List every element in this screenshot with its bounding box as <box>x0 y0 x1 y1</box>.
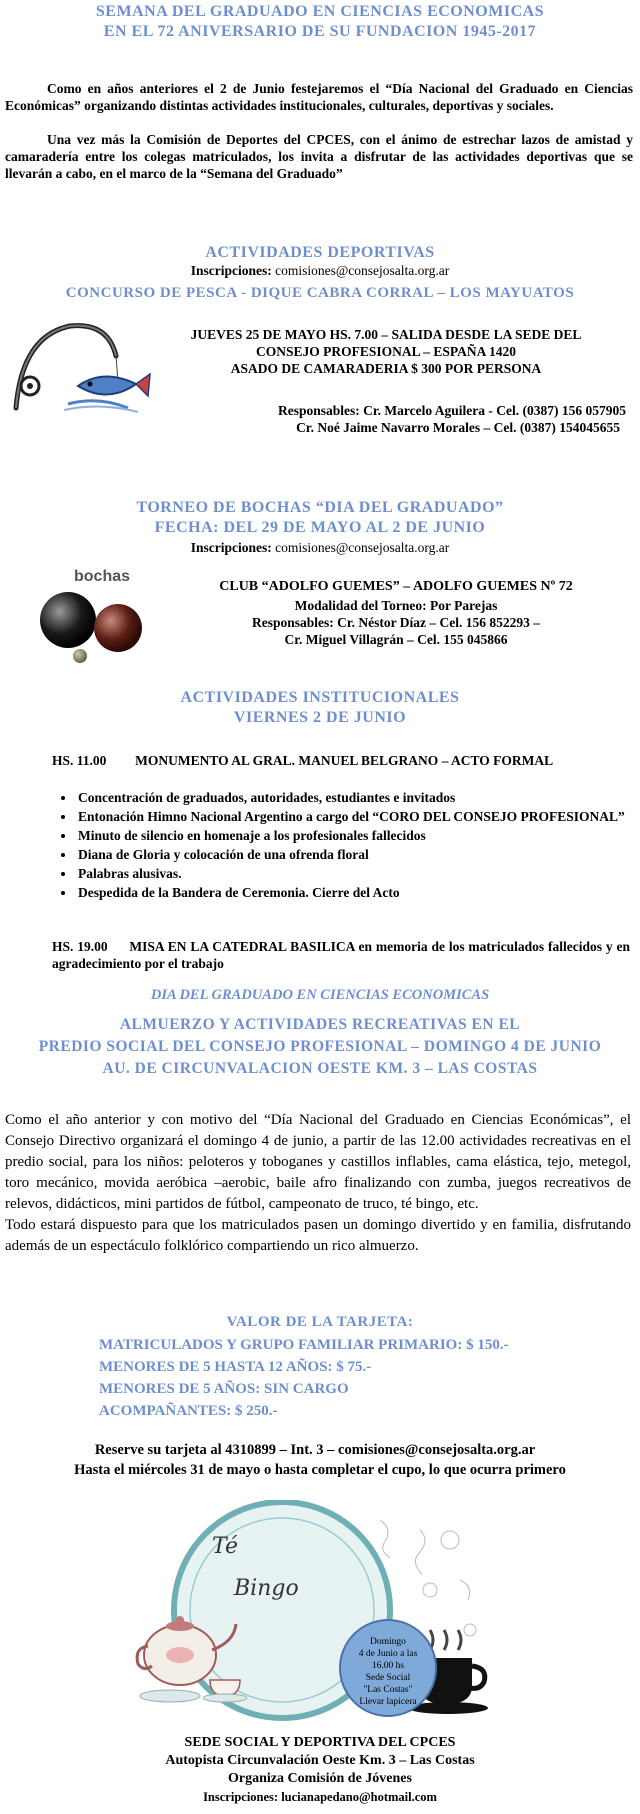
dia-event-header <box>0 1014 640 1080</box>
pesca-details <box>148 326 624 377</box>
te-bingo-info-line: 16.00 hs <box>371 1661 405 1671</box>
footer-line-4: Inscripciones: lucianapedano@hotmail.com <box>203 1790 437 1804</box>
dia-italic-title: DIA DEL GRADUADO EN CIENCIAS ECONOMICAS <box>150 987 490 1003</box>
te-word: Té <box>212 1534 238 1559</box>
pesca-responsables <box>148 402 626 436</box>
fishing-rod-icon <box>8 316 158 416</box>
acto-time: HS. 11.00 <box>52 753 107 768</box>
bochas-inscripciones-label: Inscripciones: <box>190 540 272 555</box>
dia-line-3: AU. DE CIRCUNVALACION OESTE KM. 3 – LAS COSTAS <box>102 1060 538 1077</box>
te-bingo-info-line: "Las Costas" <box>363 1685 413 1695</box>
misa-time: HS. 19.00 <box>52 939 108 954</box>
pesca-resp-1: Responsables: Cr. Marcelo Aguilera - Cel. (0387) 156 057905 <box>278 403 626 418</box>
dia-body <box>5 1110 631 1257</box>
bochas-inscripciones-email[interactable]: comisiones@consejosalta.org.ar <box>275 540 450 555</box>
dia-body-paragraph-2: Todo estará dispuesto para que los matriculados pasen un domingo divertido y en familia, disfrutando además de un espectáculo folklórico compartiendo un rico almuerzo. <box>5 1217 631 1254</box>
pesca-line-3: ASADO DE CAMARADERIA $ 300 POR PERSONA <box>230 361 542 376</box>
bochas-section-title <box>0 498 640 538</box>
header-line-2: EN EL 72 ANIVERSARIO DE SU FUNDACION 1945-2017 <box>103 23 537 40</box>
reserve-line-2: Hasta el miércoles 31 de mayo o hasta completar el cupo, lo que ocurra primero <box>74 1462 566 1478</box>
list-item: • Minuto de silencio en homenaje a los profesionales fallecidos <box>76 826 640 845</box>
institucionales-date: VIERNES 2 DE JUNIO <box>233 709 407 726</box>
misa-event: MISA EN LA CATEDRAL BASILICA <box>129 939 355 954</box>
price-acompanantes: ACOMPAÑANTES: $ 250.- <box>99 1403 278 1419</box>
inscripciones-email[interactable]: comisiones@consejosalta.org.ar <box>275 263 450 278</box>
bochas-details <box>166 578 626 648</box>
bochas-club: CLUB “ADOLFO GUEMES” – ADOLFO GUEMES Nº 72 <box>219 579 573 594</box>
bochas-logo-text: bochas <box>74 568 131 585</box>
footer <box>0 1734 640 1806</box>
header-line-1: SEMANA DEL GRADUADO EN CIENCIAS ECONOMICAS <box>95 3 545 20</box>
footer-line-3: Organiza Comisión de Jóvenes <box>228 1771 412 1786</box>
price-menores-5: MENORES DE 5 AÑOS: SIN CARGO <box>99 1381 349 1397</box>
bingo-word: Bingo <box>234 1576 299 1601</box>
price-matriculados: MATRICULADOS Y GRUPO FAMILIAR PRIMARIO: $ 150.- <box>99 1337 509 1353</box>
misa-event-detail: en memoria de los matriculados fallecidos y en agradecimiento por el trabajo <box>52 939 631 971</box>
te-bingo-info-line: Sede Social <box>365 1673 411 1683</box>
pesca-resp-2: Cr. Noé Jaime Navarro Morales – Cel. (0387) 154045655 <box>296 420 620 435</box>
bochas-resp-2: Cr. Miguel Villagrán – Cel. 155 045866 <box>284 632 508 647</box>
intro-paragraph-1: Como en años anteriores el 2 de Junio festejaremos el “Día Nacional del Graduado en Ciencias Económicas” organizando distintas actividades institucionales, culturales, deportivas y sociales. <box>5 81 633 113</box>
te-bingo-illustration-icon <box>130 1500 520 1730</box>
te-bingo-info <box>340 1636 436 1708</box>
institucionales-header <box>0 688 640 728</box>
list-item: • Concentración de graduados, autoridades, estudiantes e invitados <box>76 788 640 807</box>
footer-line-1: SEDE SOCIAL Y DEPORTIVA DEL CPCES <box>184 1735 456 1750</box>
acto-event: MONUMENTO AL GRAL. MANUEL BELGRANO – ACTO FORMAL <box>135 753 554 768</box>
deportivas-title: ACTIVIDADES DEPORTIVAS <box>205 244 435 261</box>
te-bingo-info-line: 4 de Junio a las <box>358 1649 418 1659</box>
bochas-resp-1: Responsables: Cr. Néstor Díaz – Cel. 156 852293 – <box>252 615 540 630</box>
dia-line-1: ALMUERZO Y ACTIVIDADES RECREATIVAS EN EL <box>119 1016 521 1033</box>
header <box>0 2 640 42</box>
bochas-balls-icon <box>32 566 152 666</box>
acto-formal-line <box>52 752 632 769</box>
pesca-line-1: JUEVES 25 DE MAYO HS. 7.00 – SALIDA DESDE LA SEDE DEL <box>190 327 582 342</box>
bochas-inscripciones <box>0 539 640 556</box>
institucionales-title: ACTIVIDADES INSTITUCIONALES <box>180 689 460 706</box>
misa-line <box>52 938 630 972</box>
acto-program-list <box>0 788 640 902</box>
price-menores-5-12: MENORES DE 5 HASTA 12 AÑOS: $ 75.- <box>99 1359 372 1375</box>
footer-line-2: Autopista Circunvalación Oeste Km. 3 – Las Costas <box>165 1753 475 1768</box>
bochas-modalidad: Modalidad del Torneo: Por Parejas <box>294 598 498 613</box>
tarjeta-title: VALOR DE LA TARJETA: <box>226 1314 414 1330</box>
bochas-logo <box>32 566 152 666</box>
bochas-title: TORNEO DE BOCHAS “DIA DEL GRADUADO” <box>136 499 504 516</box>
intro-paragraph-2: Una vez más la Comisión de Deportes del CPCES, con el ánimo de estrechar lazos de amistad y camaradería entre los colegas matriculados, los invita a disfrutar de las actividades deportivas que se llevarán a cabo, en el marco de la “Semana del Graduado” <box>5 132 633 181</box>
bochas-fecha: FECHA: DEL 29 DE MAYO AL 2 DE JUNIO <box>154 519 486 536</box>
list-item: • Entonación Himno Nacional Argentino a cargo del “CORO DEL CONSEJO PROFESIONAL” <box>76 807 640 826</box>
pesca-title: CONCURSO DE PESCA - DIQUE CABRA CORRAL – LOS MAYUATOS <box>65 285 575 301</box>
te-bingo-graphic <box>130 1500 520 1730</box>
list-item: • Despedida de la Bandera de Ceremonia. Cierre del Acto <box>76 883 640 902</box>
te-bingo-info-line: Llevar lapicera <box>359 1697 417 1707</box>
dia-line-2: PREDIO SOCIAL DEL CONSEJO PROFESIONAL – DOMINGO 4 DE JUNIO <box>38 1038 602 1055</box>
tarjeta-prices <box>99 1334 619 1422</box>
pesca-line-2: CONSEJO PROFESIONAL – ESPAÑA 1420 <box>255 344 517 359</box>
reserve-info <box>0 1440 640 1480</box>
list-item: • Palabras alusivas. <box>76 864 640 883</box>
list-item: • Diana de Gloria y colocación de una ofrenda floral <box>76 845 640 864</box>
te-bingo-info-line: Domingo <box>370 1637 406 1647</box>
intro-section <box>5 80 633 182</box>
reserve-line-1: Reserve su tarjeta al 4310899 – Int. 3 – comisiones@consejosalta.org.ar <box>94 1442 536 1458</box>
deportivas-inscripciones <box>0 262 640 279</box>
inscripciones-label: Inscripciones: <box>190 263 272 278</box>
dia-body-paragraph-1: Como el año anterior y con motivo del “Día Nacional del Graduado en Ciencias Económicas”, el Consejo Directivo organizará el domingo 4 de junio, a partir de las 12.00 actividades recreativas en el predio social, para los niños: peloteros y toboganes y castillos inflables, cama elástica, tejo, metegol, toro mecánico, movida aeróbica –aerobic, baile afro finalizando con zumba, juegos recreativos de relevos, didácticos, mini partidos de fútbol, campeonato de truco, té bingo, etc. <box>5 1112 631 1212</box>
